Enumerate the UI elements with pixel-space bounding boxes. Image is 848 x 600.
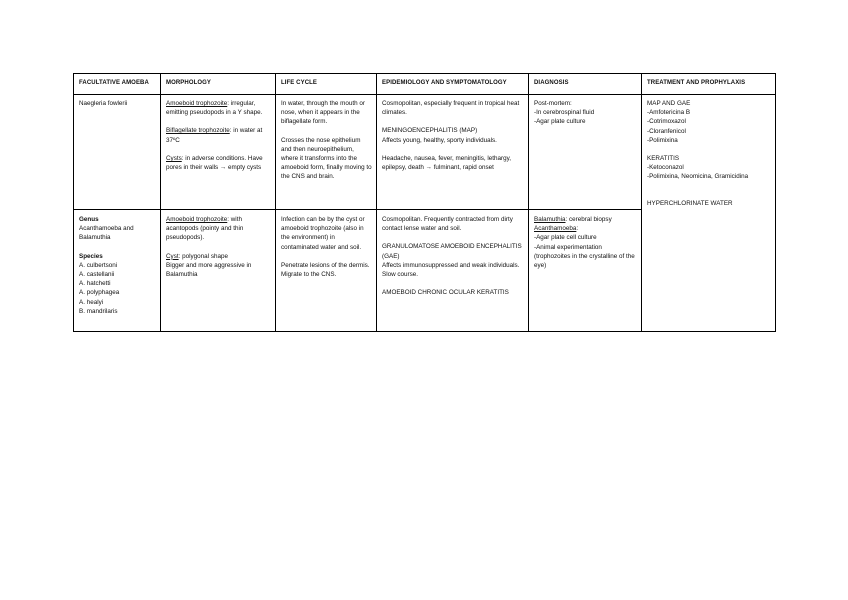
table-row-naegleria	[74, 95, 776, 210]
term-text: : in water at 37ºC	[166, 127, 263, 144]
term-text: : with acantopods (pointy and thin pseudopods).	[166, 216, 244, 242]
treatment-heading: HYPERCHLORINATE WATER	[647, 199, 733, 207]
epidemiology-cell	[377, 95, 529, 210]
paragraph: In water, through the mouth or nose, when it appears in the biflagellate form.	[281, 100, 366, 126]
amoeba-cell	[74, 210, 161, 332]
paragraph: Penetrate lesions of the dermis. Migrate to the CNS.	[281, 261, 370, 279]
genus-name: Balamuthia	[79, 234, 111, 242]
species-item: A. healyi	[79, 298, 104, 306]
term-text: : irregular, emitting pseudopods in a Y shape.	[166, 100, 263, 117]
paragraph: Bigger and more aggressive in Balamuthia	[166, 261, 252, 279]
header-cell: EPIDEMIOLOGY AND SYMPTOMATOLOGY	[377, 74, 529, 95]
species-label: Species	[79, 252, 103, 260]
morphology-cell	[161, 95, 276, 210]
paragraph: Headache, nausea, fever, meningitis, lethargy, epilepsy, death → fulminant, rapid onset	[382, 154, 512, 172]
paragraph: Cosmopolitan, especially frequent in tropical heat climates.	[382, 100, 520, 117]
paragraph: Slow course.	[382, 271, 419, 279]
term-text: :	[576, 225, 579, 233]
treatment-item: -Polimixina, Neomicina, Gramicidina	[647, 173, 749, 181]
term-text: : cerebral biopsy	[565, 216, 612, 223]
treatment-item: -Amfotericina B	[647, 109, 691, 117]
term-label: Biflagellate trophozoite	[166, 127, 230, 135]
disease-name: GRANULOMATOSE AMOEBOID ENCEPHALITIS (GAE)	[382, 243, 522, 260]
species-item: B. mandrilaris	[79, 307, 118, 315]
morphology-cell	[161, 210, 276, 332]
term-label: Amoeboid trophozoite	[166, 100, 228, 107]
species-item: A. culbertsoni	[79, 261, 118, 269]
life-cycle-cell	[276, 210, 377, 332]
disease-name: AMOEBOID CHRONIC OCULAR KERATITIS	[382, 289, 509, 297]
term-label: Cysts	[166, 154, 182, 162]
paragraph: Crosses the nose epithelium and then neuroepithelium, where it transforms into the amoeboid form, finally moving to the CNS and brain.	[281, 136, 372, 181]
amoeba-table	[73, 73, 776, 332]
diagnosis-line: -Agar plate cell culture	[534, 234, 597, 242]
diagnosis-line: -In cerebrospinal fluid	[534, 109, 595, 117]
header-cell: FACULTATIVE AMOEBA	[74, 74, 161, 95]
treatment-cell	[642, 95, 776, 332]
genus-name: Acanthamoeba and	[79, 225, 134, 233]
paragraph: Cosmopolitan. Frequently contracted from dirty contact lense water and soil.	[382, 216, 513, 233]
header-row	[74, 74, 776, 95]
header-cell: DIAGNOSIS	[529, 74, 642, 95]
header-cell: MORPHOLOGY	[161, 74, 276, 95]
treatment-item: -Ketoconazol	[647, 164, 684, 172]
diagnosis-line: -Animal experimentation (trophozoites in the crystalline of the eye)	[534, 243, 635, 270]
amoeba-cell	[74, 95, 161, 210]
treatment-heading: KERATITIS	[647, 155, 680, 163]
term-text: : polygonal shape	[178, 252, 228, 260]
paragraph: Infection can be by the cyst or amoeboid trophozoite (also in the environment) in contaminated water and soil.	[281, 216, 365, 251]
term-label: Balamuthia	[534, 216, 566, 223]
term-label: Amoeboid trophozoite	[166, 216, 228, 223]
term-label: Cyst	[166, 252, 179, 260]
species-item: A. hatchetti	[79, 280, 111, 288]
diagnosis-line: Post-mortem:	[534, 100, 572, 107]
header-cell: LIFE CYCLE	[276, 74, 377, 95]
life-cycle-cell	[276, 95, 377, 210]
genus-label: Genus	[79, 216, 99, 223]
treatment-heading: MAP AND GAE	[647, 100, 691, 107]
diagnosis-cell	[529, 95, 642, 210]
header-cell: TREATMENT AND PROPHYLAXIS	[642, 74, 776, 95]
treatment-item: -Cloranfenicol	[647, 127, 686, 135]
paragraph: Affects immunosuppressed and weak individuals.	[382, 261, 520, 269]
disease-name: MENINGOENCEPHALITIS (MAP)	[382, 127, 478, 135]
species-item: A. polyphagea	[79, 289, 120, 297]
term-text: : in adverse conditions. Have pores in their walls → empty cysts	[166, 154, 263, 172]
treatment-item: -Polimixina	[647, 136, 678, 144]
amoeba-name: Naegleria fowlerii	[79, 100, 128, 107]
diagnosis-line: -Agar plate culture	[534, 118, 586, 126]
epidemiology-cell	[377, 210, 529, 332]
treatment-item: -Cotrimoxazol	[647, 118, 686, 126]
paragraph: Affects young, healthy, sporty individuals.	[382, 136, 497, 144]
species-item: A. castellanii	[79, 271, 115, 279]
diagnosis-cell	[529, 210, 642, 332]
term-label: Acanthamoeba	[534, 225, 577, 233]
